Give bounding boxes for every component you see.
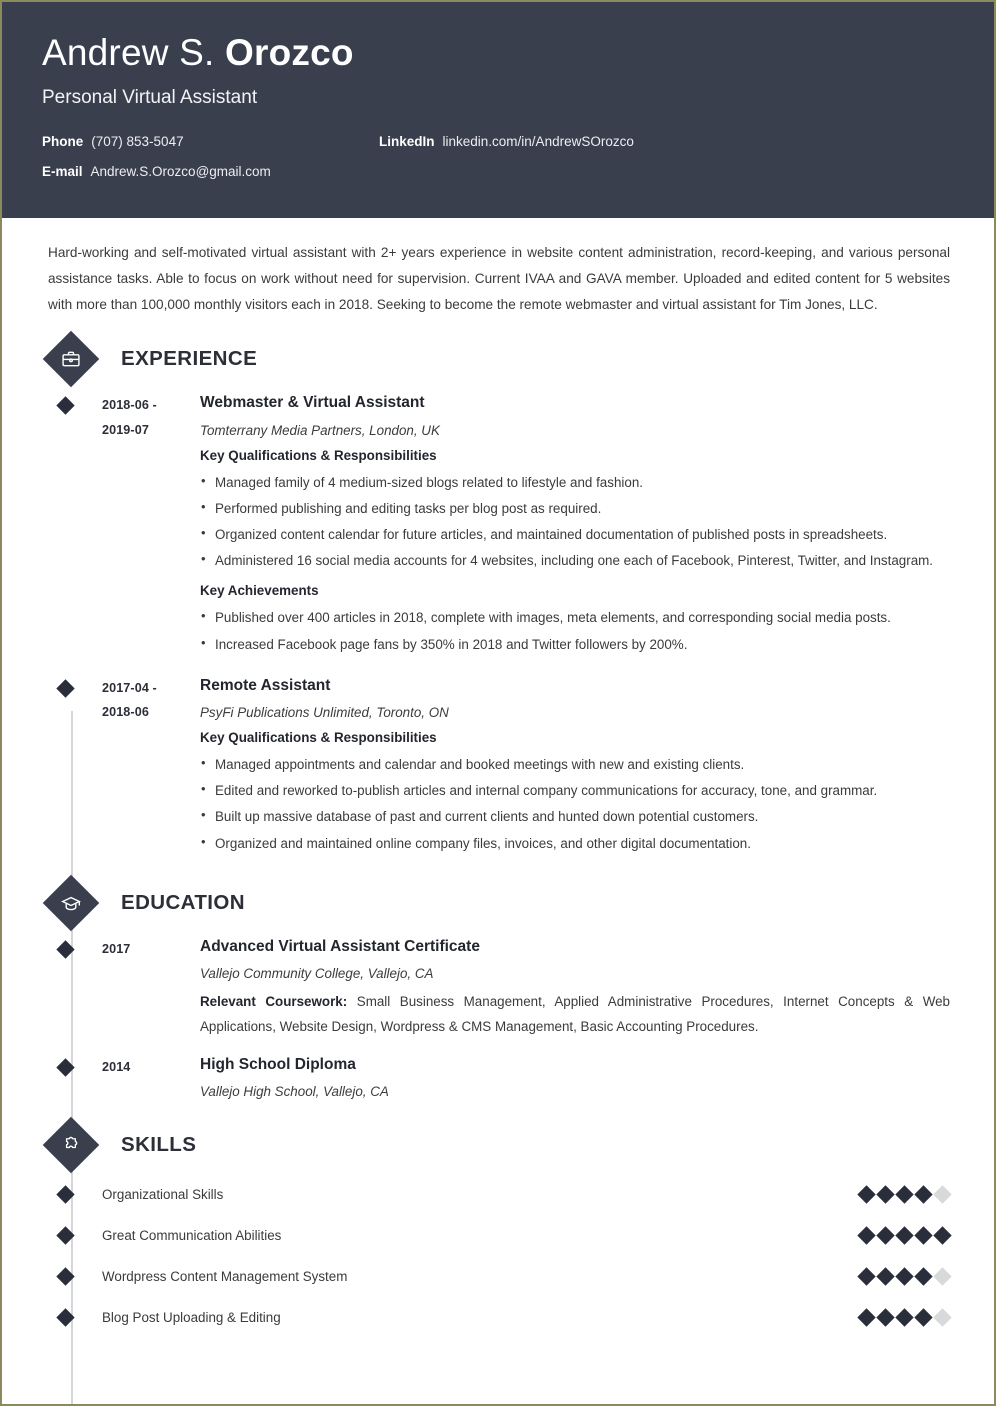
rating-diamond: [895, 1308, 913, 1326]
entry-bullet-list: [200, 605, 950, 656]
rating-diamond: [857, 1308, 875, 1326]
rating-diamond: [857, 1226, 875, 1244]
entry-date-to: 2019-07: [102, 423, 149, 438]
skill-label: Blog Post Uploading & Editing: [102, 1309, 281, 1325]
rating-diamond: [914, 1185, 932, 1203]
entry-title: Webmaster & Virtual Assistant: [200, 394, 425, 412]
skill-item: [48, 1177, 950, 1211]
list-item: • Increased Facebook page fans by 350% in 2018 and Twitter followers by 200%.: [200, 632, 950, 657]
rating-diamond: [914, 1267, 932, 1285]
briefcase-icon: [43, 331, 100, 388]
list-item: • Managed appointments and calendar and booked meetings with new and existing clients.: [200, 752, 950, 777]
contact-value-email[interactable]: Andrew.S.Orozco@gmail.com: [90, 164, 271, 180]
entry-group-heading: Key Qualifications & Responsibilities: [200, 729, 437, 745]
rating-diamond: [895, 1185, 913, 1203]
contact-linkedin: [379, 135, 634, 149]
contact-row-1: [42, 135, 954, 149]
section-header-skills: [48, 1125, 950, 1165]
entry-date-to: 2018-06: [102, 705, 149, 720]
section-title-skills: SKILLS: [121, 1133, 197, 1157]
skill-rating: [860, 1311, 950, 1324]
skill-item: [48, 1300, 950, 1334]
job-title: Personal Virtual Assistant: [42, 86, 258, 108]
entry-title: Advanced Virtual Assistant Certificate: [200, 937, 480, 955]
section-education: [48, 883, 950, 1100]
list-item: • Published over 400 articles in 2018, complete with images, meta elements, and corresponding social media posts.: [200, 605, 950, 630]
contact-email: [42, 165, 379, 179]
entry-group-heading: Key Achievements: [200, 583, 319, 599]
skill-label: Great Communication Abilities: [102, 1227, 282, 1243]
skill-rating: [860, 1188, 950, 1201]
resume-header: [2, 2, 994, 218]
entry-organization: PsyFi Publications Unlimited, Toronto, ON: [200, 704, 449, 720]
education-entry: [48, 1055, 950, 1099]
rating-diamond: [857, 1185, 875, 1203]
entry-title: Remote Assistant: [200, 676, 331, 694]
rating-diamond: [895, 1226, 913, 1244]
education-entry: [48, 937, 950, 1040]
entry-date: [48, 1055, 200, 1099]
section-title-experience: EXPERIENCE: [121, 347, 258, 371]
entry-organization: Vallejo High School, Vallejo, CA: [200, 1084, 389, 1100]
skill-label: Organizational Skills: [102, 1186, 224, 1202]
entry-group-heading: Key Qualifications & Responsibilities: [200, 447, 437, 463]
entry-coursework: [200, 989, 950, 1039]
puzzle-piece-icon: [43, 1117, 100, 1174]
entry-date-from: 2018-06 -: [102, 398, 157, 413]
page-title: [42, 32, 954, 75]
list-item: • Administered 16 social media accounts for 4 websites, including one each of Facebook, Pinterest, Twitter, and Instagram.: [200, 548, 950, 573]
contact-value-phone[interactable]: (707) 853-5047: [91, 133, 184, 149]
rating-diamond: [876, 1226, 894, 1244]
graduation-cap-icon: [43, 875, 100, 932]
skill-rating: [860, 1229, 950, 1242]
rating-diamond: [914, 1308, 932, 1326]
rating-diamond: [857, 1267, 875, 1285]
entry-date: [48, 676, 200, 857]
skill-label: Wordpress Content Management System: [102, 1268, 348, 1284]
entry-organization: Vallejo Community College, Vallejo, CA: [200, 965, 434, 981]
rating-diamond: [933, 1185, 951, 1203]
entry-body: [200, 937, 950, 1040]
skill-item: [48, 1218, 950, 1252]
summary-paragraph: Hard-working and self-motivated virtual assistant with 2+ years experience in website content administration, record-keeping, and various personal assistance tasks. Able to focus on work without need for supervision. Current IVAA and GAVA member. Uploaded and edited content for 5 websites with more than 100,000 monthly visitors each in 2018. Seeking to become the remote webmaster and virtual assistant for Tim Jones, LLC.: [48, 245, 950, 312]
section-header-experience: [48, 339, 950, 379]
rating-diamond: [933, 1267, 951, 1285]
contact-value-linkedin[interactable]: linkedin.com/in/AndrewSOrozco: [442, 133, 634, 149]
rating-diamond: [876, 1267, 894, 1285]
resume-body: [2, 339, 994, 1334]
section-experience: [48, 339, 950, 856]
section-skills: [48, 1125, 950, 1334]
entry-date-from: 2017: [102, 941, 131, 956]
entry-bullet-list: [200, 752, 950, 856]
contact-row-2: [42, 165, 954, 179]
section-header-education: [48, 883, 950, 923]
last-name: Orozco: [224, 32, 354, 73]
rating-diamond: [895, 1267, 913, 1285]
contact-phone: [42, 135, 379, 149]
coursework-label: Relevant Coursework:: [200, 993, 348, 1009]
rating-diamond: [933, 1308, 951, 1326]
list-item: • Built up massive database of past and current clients and hunted down potential customers.: [200, 804, 950, 829]
rating-diamond: [876, 1185, 894, 1203]
list-item: • Managed family of 4 medium-sized blogs related to lifestyle and fashion.: [200, 470, 950, 495]
list-item: • Organized content calendar for future articles, and maintained documentation of published posts in spreadsheets.: [200, 522, 950, 547]
contact-label-email: E-mail: [42, 164, 83, 180]
experience-entry: [48, 393, 950, 657]
section-title-education: EDUCATION: [121, 890, 245, 914]
contact-label-phone: Phone: [42, 133, 84, 149]
list-item: • Edited and reworked to-publish articles and internal company communications for accuracy, tone, and grammar.: [200, 778, 950, 803]
entry-bullet-list: [200, 470, 950, 574]
skill-item: [48, 1259, 950, 1293]
rating-diamond: [914, 1226, 932, 1244]
skill-rating: [860, 1270, 950, 1283]
entry-body: [200, 676, 950, 857]
entry-date-from: 2017-04 -: [102, 680, 157, 695]
entry-body: [200, 393, 950, 657]
coursework-text: Small Business Management, Applied Administrative Procedures, Internet Concepts & Web Applications, Website Design, Wordpress & CMS Management, Basic Accounting Procedures.: [200, 993, 950, 1035]
contact-label-linkedin: LinkedIn: [379, 133, 435, 149]
first-name: Andrew S.: [42, 32, 225, 73]
entry-title: High School Diploma: [200, 1056, 356, 1074]
entry-organization: Tomterrany Media Partners, London, UK: [200, 422, 440, 438]
entry-date: [48, 393, 200, 657]
entry-date-from: 2014: [102, 1060, 131, 1075]
list-item: • Performed publishing and editing tasks per blog post as required.: [200, 496, 950, 521]
rating-diamond: [876, 1308, 894, 1326]
entry-body: [200, 1055, 950, 1099]
experience-entry: [48, 676, 950, 857]
list-item: • Organized and maintained online company files, invoices, and other digital documentation.: [200, 831, 950, 856]
rating-diamond: [933, 1226, 951, 1244]
contact-info: [42, 135, 954, 179]
